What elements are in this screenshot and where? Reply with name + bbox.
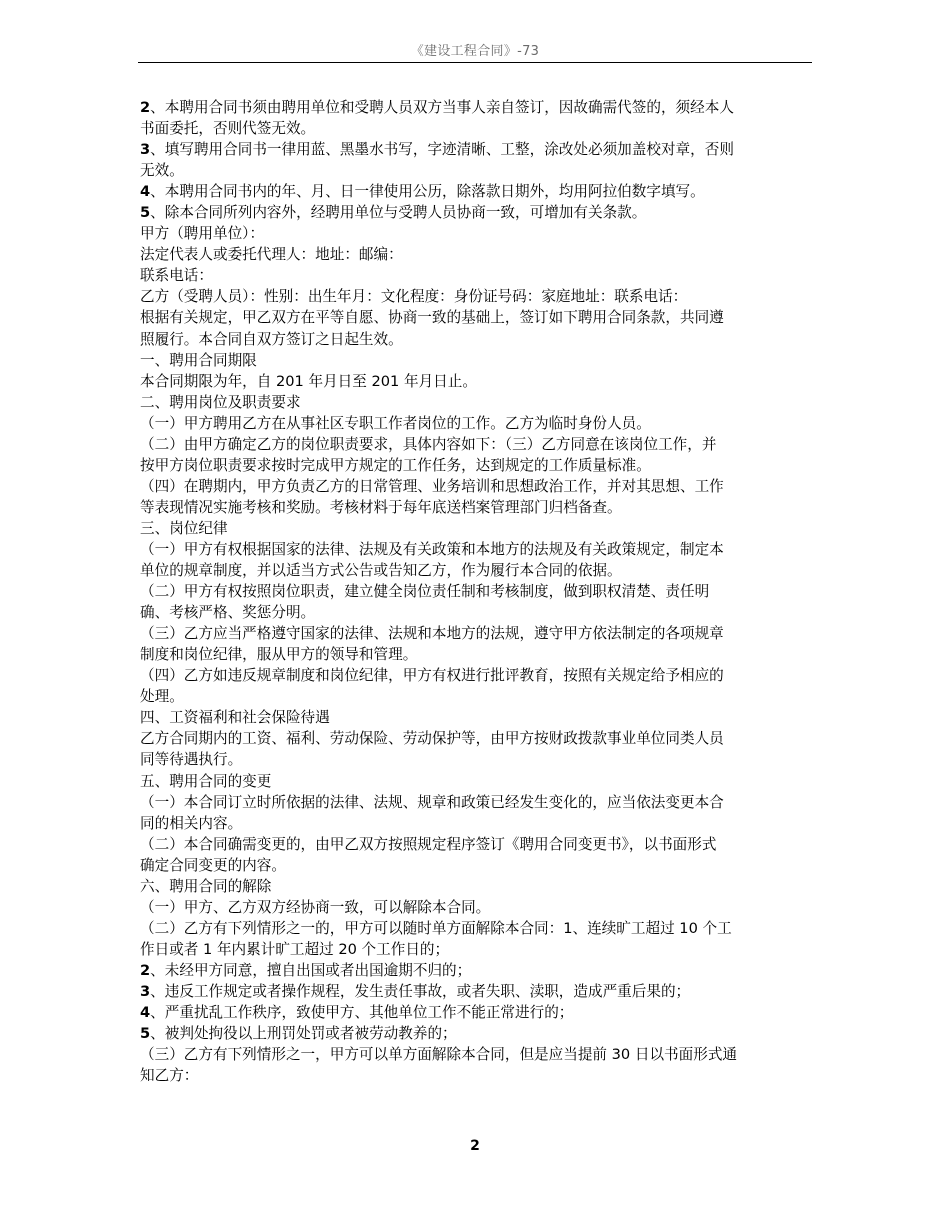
text-line: [140, 139, 810, 160]
line-text: （二）由甲方确定乙方的岗位职责要求，具体内容如下：（三）乙方同意在该岗位工作，并: [140, 435, 717, 453]
text-line: [140, 623, 810, 644]
line-text: （四）乙方如违反规章制度和岗位纪律，甲方有权进行批评教育，按照有关规定给予相应的: [140, 667, 724, 685]
line-text: 、被判处拘役以上刑罚处罚或者被劳动教养的；: [150, 1025, 457, 1043]
line-text: 甲方（聘用单位）：: [140, 225, 265, 243]
line-text: 根据有关规定，甲乙双方在平等自愿、协商一致的基础上，签订如下聘用合同条款，共同遵: [140, 309, 724, 327]
text-line: [140, 792, 810, 813]
text-line: [140, 897, 810, 918]
text-line: [140, 1065, 810, 1086]
item-number: 5: [140, 1025, 151, 1043]
text-line: [140, 118, 810, 139]
line-text: 书面委托，否则代签无效。: [140, 120, 316, 138]
line-text: 乙方合同期内的工资、福利、劳动保险、劳动保护等，由甲方按财政拨款事业单位同类人员: [140, 730, 724, 748]
line-text: （一）甲方、乙方双方经协商一致，可以解除本合同。: [140, 898, 491, 916]
text-line: [140, 1044, 810, 1065]
line-text: （二）乙方有下列情形之一的，甲方可以随时单方面解除本合同：1、连续旷工超过 10 个工: [140, 919, 732, 937]
line-text: 确定合同变更的内容。: [140, 856, 286, 874]
text-line: [140, 392, 810, 413]
text-line: [140, 1002, 810, 1023]
line-text: 知乙方：: [140, 1067, 199, 1085]
text-line: [140, 202, 810, 223]
text-line: [140, 160, 810, 181]
line-text: 六、聘用合同的解除: [140, 877, 272, 895]
item-number: 3: [140, 982, 151, 1000]
line-text: （一）甲方有权根据国家的法律、法规及有关政策和本地方的法规及有关政策规定，制定本: [140, 540, 724, 558]
line-text: （四）在聘期内，甲方负责乙方的日常管理、业务培训和思想政治工作，并对其思想、工作: [140, 477, 724, 495]
line-text: 等表现情况实施考核和奖励。考核材料于每年底送档案管理部门归档备查。: [140, 498, 622, 516]
text-line: [140, 371, 810, 392]
line-text: 一、聘用合同期限: [140, 351, 257, 369]
line-text: 同的相关内容。: [140, 814, 243, 832]
text-line: [140, 749, 810, 770]
line-text: 、严重扰乱工作秩序，致使甲方、其他单位工作不能正常进行的；: [150, 1004, 574, 1022]
line-text: （一）甲方聘用乙方在从事社区专职工作者岗位的工作。乙方为临时身份人员。: [140, 414, 651, 432]
text-line: [140, 834, 810, 855]
text-line: [140, 813, 810, 834]
item-number: 2: [140, 961, 151, 979]
line-text: （一）本合同订立时所依据的法律、法规、规章和政策已经发生变化的，应当依法变更本合: [140, 793, 724, 811]
item-number: 2: [140, 99, 151, 116]
text-line: [140, 602, 810, 623]
item-number: 5: [140, 204, 151, 222]
line-text: 按甲方岗位职责要求按时完成甲方规定的工作任务，达到规定的工作质量标准。: [140, 456, 651, 474]
text-line: [140, 497, 810, 518]
item-number: 4: [140, 183, 151, 201]
text-line: [140, 876, 810, 897]
text-line: [140, 97, 810, 118]
line-text: 四、工资福利和社会保险待遇: [140, 709, 330, 727]
document-body: [140, 97, 810, 1086]
line-text: 乙方（受聘人员）：性别：出生年月：文化程度：身份证号码：家庭地址：联系电话：: [140, 288, 688, 306]
line-text: 二、聘用岗位及职责要求: [140, 393, 301, 411]
text-line: [140, 960, 810, 981]
line-text: 联系电话：: [140, 267, 213, 285]
text-line: [140, 329, 810, 350]
text-line: [140, 307, 810, 328]
line-text: 、违反工作规定或者操作规程，发生责任事故，或者失职、渎职，造成严重后果的；: [150, 982, 691, 1000]
text-line: [140, 539, 810, 560]
line-text: （二）甲方有权按照岗位职责，建立健全岗位责任制和考核制度，做到职权清楚、责任明: [140, 583, 710, 601]
header-title: 《建设工程合同》-73: [410, 44, 540, 59]
line-text: 、填写聘用合同书一律用蓝、黑墨水书写，字迹清晰、工整，涂改处必须加盖校对章，否则: [150, 141, 734, 159]
text-line: [140, 644, 810, 665]
line-text: 、未经甲方同意，擅自出国或者出国逾期不归的；: [150, 961, 472, 979]
text-line: [140, 244, 810, 265]
line-text: 三、岗位纪律: [140, 519, 228, 537]
text-line: [140, 686, 810, 707]
text-line: [140, 286, 810, 307]
text-line: [140, 665, 810, 686]
text-line: [140, 265, 810, 286]
line-text: 、本聘用合同书内的年、月、日一律使用公历，除落款日期外，均用阿拉伯数字填写。: [150, 183, 705, 201]
text-line: [140, 581, 810, 602]
line-text: 同等待遇执行。: [140, 751, 243, 769]
page-number: 2: [470, 1138, 480, 1154]
text-line: [140, 476, 810, 497]
text-line: [140, 413, 810, 434]
line-text: 无效。: [140, 162, 184, 180]
line-text: 单位的规章制度，并以适当方式公告或告知乙方，作为履行本合同的依据。: [140, 562, 622, 580]
text-line: [140, 223, 810, 244]
line-text: （三）乙方应当严格遵守国家的法律、法规和本地方的法规，遵守甲方依法制定的各项规章: [140, 625, 724, 643]
item-number: 3: [140, 141, 151, 159]
text-line: [140, 981, 810, 1002]
text-line: [140, 855, 810, 876]
page-header: [138, 44, 812, 63]
text-line: [140, 918, 810, 939]
item-number: 4: [140, 1004, 151, 1022]
text-line: [140, 434, 810, 455]
line-text: 制度和岗位纪律，服从甲方的领导和管理。: [140, 646, 418, 664]
line-text: 照履行。本合同自双方签订之日起生效。: [140, 330, 403, 348]
line-text: 、本聘用合同书须由聘用单位和受聘人员双方当事人亲自签订，因故确需代签的，须经本人: [150, 99, 734, 116]
line-text: 作日或者 1 年内累计旷工超过 20 个工作日的；: [140, 940, 450, 958]
text-line: [140, 771, 810, 792]
text-line: [140, 1023, 810, 1044]
text-line: [140, 707, 810, 728]
text-line: [140, 518, 810, 539]
text-line: [140, 455, 810, 476]
text-line: [140, 939, 810, 960]
line-text: 本合同期限为年，自 201 年月日至 201 年月日止。: [140, 372, 477, 390]
text-line: [140, 350, 810, 371]
line-text: （三）乙方有下列情形之一，甲方可以单方面解除本合同，但是应当提前 30 日以书面形式通: [140, 1046, 738, 1064]
line-text: （二）本合同确需变更的，由甲乙双方按照规定程序签订《聘用合同变更书》，以书面形式: [140, 835, 717, 853]
text-line: [140, 181, 810, 202]
line-text: 确、考核严格、奖惩分明。: [140, 604, 316, 622]
text-line: [140, 728, 810, 749]
line-text: 处理。: [140, 688, 184, 706]
text-line: [140, 560, 810, 581]
line-text: 法定代表人或委托代理人：地址：邮编：: [140, 246, 403, 264]
line-text: 、除本合同所列内容外，经聘用单位与受聘人员协商一致，可增加有关条款。: [150, 204, 647, 222]
line-text: 五、聘用合同的变更: [140, 772, 272, 790]
